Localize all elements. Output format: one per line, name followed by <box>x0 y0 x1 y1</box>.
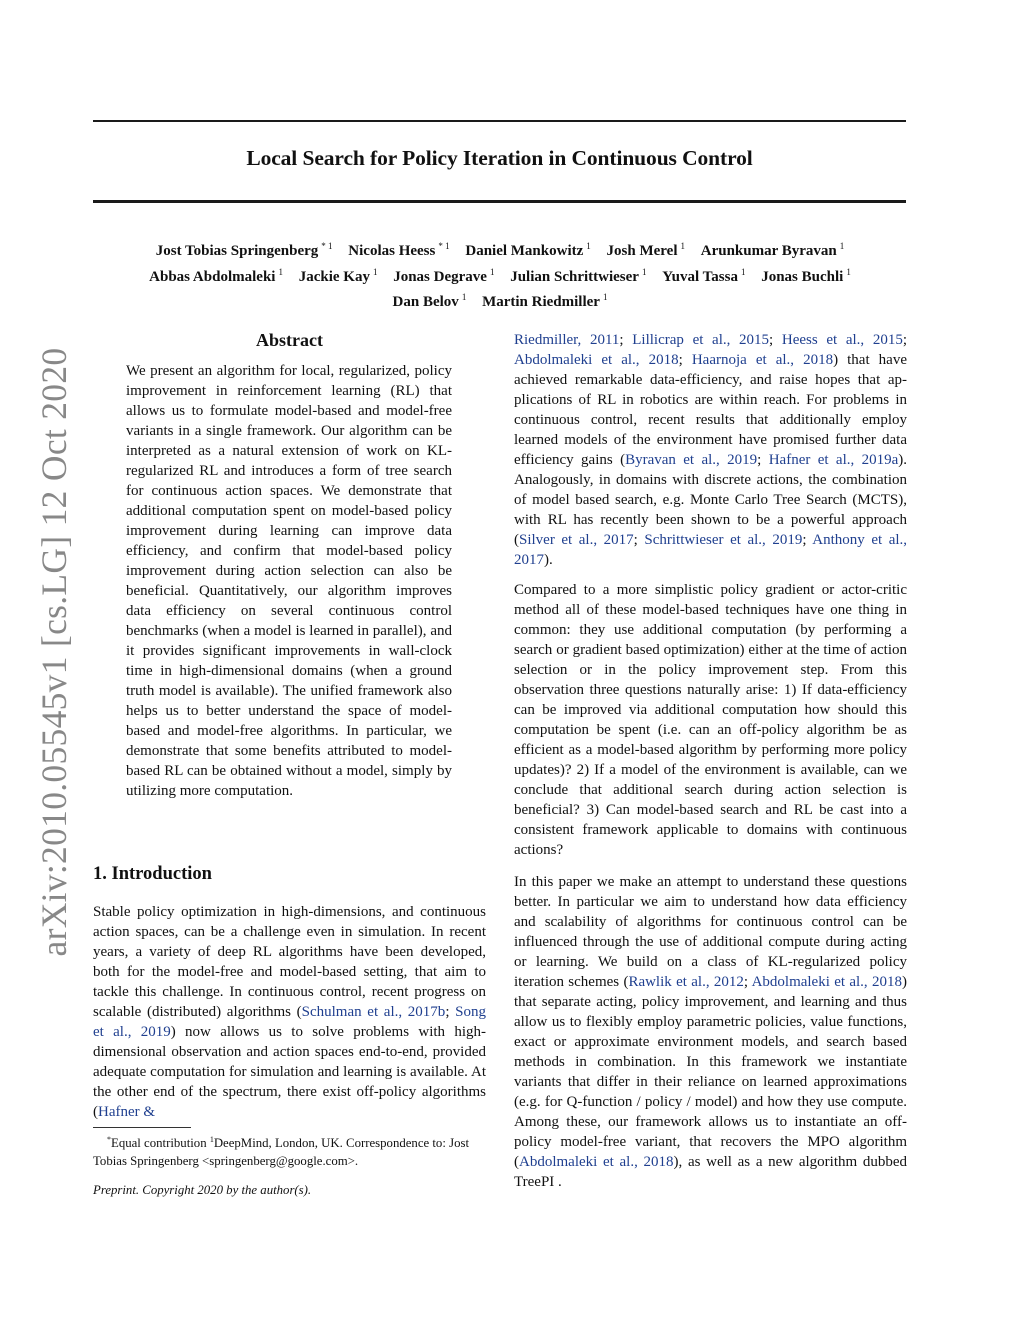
author: Jonas Buchli $^1$ <box>761 266 851 285</box>
title-rule-bottom <box>93 200 906 203</box>
author: Josh Merel $^1$ <box>606 241 685 259</box>
citation-link[interactable]: Hafner et al., 2019a <box>768 452 899 468</box>
author: Martin Riedmiller $^1$ <box>482 292 608 310</box>
author: Yuval Tassa $^1$ <box>662 266 746 285</box>
author: Julian Schrittwieser $^1$ <box>510 266 647 285</box>
author: Jackie Kay $^1$ <box>298 266 378 285</box>
citation-link[interactable]: Song et al., 2019 <box>93 1004 486 1040</box>
preprint-note: Preprint. Copyright 2020 by the author(s). <box>93 1183 312 1197</box>
author: Daniel Mankowitz $^1$ <box>465 241 591 259</box>
intro-paragraph-1: Stable policy optimization in high-dimensions, and continuous action spaces, can be a challenge even in simulation. In recent years, a variety of deep RL algorithms have been developed, both for the model-free and model-based setting, that aim to tackle this challenge. In continuous control, recent progress on scalable (distributed) algorithms (Schulman et al., 2017b; Song et al., 2019) now allows us to solve problems with high-dimensional observation and action spaces end-to-end, provided adequate computation for simulation and learning is available. At the other end of the spectrum, there exist off-policy algorithms (Hafner & <box>93 904 486 1120</box>
intro-paragraph-2: Compared to a more simplistic policy gradient or actor-critic method all of these model-based techniques have one thing in common: they use additional computation (by performing a search or gradient based optimization) either at the time of action selection or in the policy improvement step. From this observation three questions naturally arise: 1) If data-efficiency can be improved via additional computation how should this computation be spent (i.e. can an off-policy algorithm be as efficient as a model-based algorithm by performing more policy updates)? 2) If a model of the environment is available, can we conclude that additional search during action selection is beneficial? 3) Can model-based search and RL be cast into a consistent framework applicable to domains with continuous actions? <box>514 582 907 858</box>
citation-link[interactable]: Riedmiller, 2011 <box>514 332 620 348</box>
footnote-rule <box>93 1127 191 1128</box>
intro-paragraph-1-continued: Riedmiller, 2011; Lillicrap et al., 2015; Heess et al., 2015; Abdolmaleki et al., 2018; Haarnoja et al., 2018) that have achieved remarkable data-efficiency, and raise hopes that applications of RL in robotics are within reach. For problems in continuous control, recent results that additionally employ learned models of the environment have promised further data efficiency gains (Byravan et al., 2019; Hafner et al., 2019a). Analogously, in domains with discrete actions, the combination of model based search, e.g. Monte Carlo Tree Search (MCTS), with RL has recently been shown to be a powerful approach (Silver et al., 2017; Schrittwieser et al., 2019; Anthony et al., 2017). <box>514 332 908 568</box>
paper-title: Local Search for Policy Iteration in Continuous Control <box>246 146 753 170</box>
citation-link[interactable]: Abdolmaleki et al., 2018 <box>519 1154 674 1170</box>
author: Nicolas Heess $^{* 1}$ <box>348 241 450 259</box>
citation-link[interactable]: Byravan et al., 2019 <box>625 452 758 468</box>
citation-link[interactable]: Haarnoja et al., 2018 <box>691 352 834 368</box>
abstract-heading: Abstract <box>256 330 323 350</box>
intro-paragraph-3: In this paper we make an attempt to understand these questions better. In particular we aim to understand how data efficiency and scalability of algorithms for continuous control can be influenced through the use of additional compute during acting or learning. We build on a class of KL-regularized policy iteration schemes (Rawlik et al., 2012; Abdolmaleki et al., 2018) that separate acting, policy improvement, and learning and thus allow us to flexibly employ parametric policies, value functions, exact or approximate environment models, and search based methods in combination. In this framework we instantiate variants that differ in their reliance on learned approximations (e.g. for Q-function / policy / model) and how they use compute. Among these, our framework allows us to instantiate an off-policy model-free variant, that recovers the MPO algorithm (Abdolmaleki et al., 2018), as well as a new algorithm dubbed TreePI . <box>514 874 907 1190</box>
abstract-text: We present an algorithm for local, regularized, policy improvement in reinforcement learning (RL) that allows us to formulate model-based and model-free variants in a single framework. Our algorithm can be interpreted as a natural extension of work on KL-regularized RL and introduces a form of tree search for continuous action spaces. We demonstrate that additional computation spent on model-based policy improvement during learning can improve data efficiency, and confirm that model-based policy improvement during action selection can also be beneficial. Quantitatively, our algorithm improves data efficiency on several continuous control benchmarks (when a model is learned in parallel), and it provides significant improvements in wall-clock time in high-dimensional domains (when a ground truth model is available). The unified framework also helps us to better understand the space of model-based and model-free algorithms. In particular, we demonstrate that some benefits attributed to model-based RL can be obtained without a model, simply by utilizing more computation. <box>126 363 452 799</box>
citation-link[interactable]: Silver et al., 2017 <box>519 532 634 548</box>
title-rule-top <box>93 120 906 122</box>
citation-link[interactable]: Abdolmaleki et al., 2018 <box>751 974 902 990</box>
citation-link[interactable]: Heess et al., 2015 <box>781 332 903 348</box>
citation-link[interactable]: Schulman et al., 2017b <box>301 1004 446 1020</box>
citation-link[interactable]: Hafner & <box>98 1104 156 1120</box>
author: Abbas Abdolmaleki $^1$ <box>149 266 283 285</box>
citation-link[interactable]: Anthony et al., 2017 <box>514 532 908 568</box>
author: Arunkumar Byravan $^1$ <box>700 241 845 259</box>
citation-link[interactable]: Schrittwieser et al., 2019 <box>644 532 803 548</box>
author: Jonas Degrave $^1$ <box>393 266 495 285</box>
citation-link[interactable]: Rawlik et al., 2012 <box>628 974 744 990</box>
author-list <box>110 236 890 313</box>
citation-link[interactable]: Abdolmaleki et al., 2018 <box>514 352 679 368</box>
citation-link[interactable]: Lillicrap et al., 2015 <box>632 332 770 348</box>
arxiv-stamp: arXiv:2010.05545v1 [cs.LG] 12 Oct 2020 <box>34 347 74 957</box>
section-heading-introduction: 1. Introduction <box>93 864 212 884</box>
author: Dan Belov $^1$ <box>392 292 467 310</box>
author: Jost Tobias Springenberg $^{* 1}$ <box>155 241 333 259</box>
footnote: *Equal contribution $^1$DeepMind, London, UK. Correspondence to: Jost Tobias Springenberg <springenberg@google.com>. <box>93 1135 470 1168</box>
